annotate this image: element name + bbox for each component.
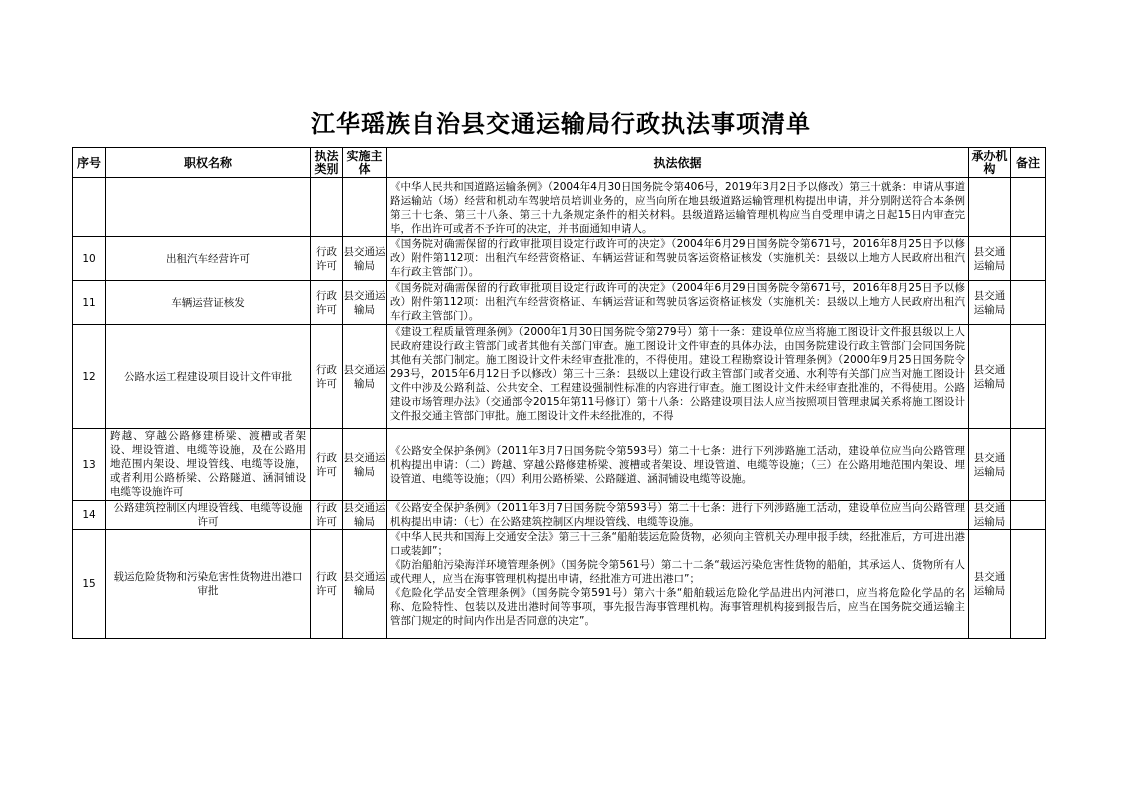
cell-basis: 《公路安全保护条例》（2011年3月7日国务院令第593号）第二十七条：进行下列涉路施工活动，建设单位应当向公路管理机构提出申请：（七）在公路建筑控制区内埋设管线、电缆等设施。 [387,501,969,530]
cell-name: 车辆运营证核发 [106,281,311,325]
cell-type: 行政许可 [311,530,343,639]
cell-note [1011,237,1046,281]
table-row [73,429,1046,501]
cell-type: 行政许可 [311,237,343,281]
cell-subject: 县交通运输局 [343,325,387,429]
cell-type [311,178,343,237]
cell-name: 公路水运工程建设项目设计文件审批 [106,325,311,429]
header-type: 执法类别 [311,148,343,178]
cell-note [1011,429,1046,501]
cell-subject: 县交通运输局 [343,502,386,528]
cell-basis [387,429,969,501]
cell-type: 行政许可 [311,501,343,530]
table-row [73,237,1046,281]
basis-text: 《公路安全保护条例》（2011年3月7日国务院令第593号）第二十七条：进行下列涉路施工活动，建设单位应当向公路管理机构提出申请：（二）跨越、穿越公路修建桥梁、渡槽或者架设、埋设管道、电缆等设施；（三）在公路用地范围内架设、埋设管道、电缆等设施；（四）利用公路桥梁、公路隧道、涵洞铺设电缆等设施。 [390,444,965,485]
cell-note [1011,530,1046,639]
cell-basis: 《国务院对确需保留的行政审批项目设定行政许可的决定》（2004年6月29日国务院令第671号，2016年8月25日予以修改）附件第112项：出租汽车经营资格证、车辆运营证和驾驶员客运资格证核发（实施机关：县级以上地方人民政府出租汽车行政主管部门）。 [387,281,969,325]
cell-name: 载运危险货物和污染危害性货物进出港口审批 [106,530,311,639]
cell-seq: 15 [73,530,106,639]
table-row [73,530,1046,639]
cell-subject [343,178,387,237]
cell-agency: 县交通运输局 [969,530,1011,639]
header-basis: 执法依据 [387,148,969,178]
cell-basis: 《国务院对确需保留的行政审批项目设定行政许可的决定》（2004年6月29日国务院令第671号，2016年8月25日予以修改）附件第112项：出租汽车经营资格证、车辆运营证和驾驶员客运资格证核发（实施机关：县级以上地方人民政府出租汽车行政主管部门）。 [387,237,969,281]
cell-subject: 县交通运输局 [343,281,387,325]
header-seq: 序号 [73,148,106,178]
cell-note [1011,178,1046,237]
table-row [73,325,1046,429]
cell-type: 行政许可 [311,281,343,325]
page-title: 江华瑶族自治县交通运输局行政执法事项清单 [311,109,811,138]
cell-name: 跨越、穿越公路修建桥梁、渡槽或者架设、埋设管道、电缆等设施，及在公路用地范围内架设、埋设管线、电缆等设施，或者利用公路桥梁、公路隧道、涵洞铺设电缆等设施许可 [106,429,311,501]
cell-type: 行政许可 [311,429,343,501]
header-agency: 承办机构 [969,148,1011,178]
table-row [73,178,1046,237]
cell-note [1011,281,1046,325]
enforcement-table [72,147,1046,639]
cell-basis: 《中华人民共和国海上交通安全法》第三十三条“船舶装运危险货物，必须向主管机关办理申报手续，经批准后，方可进出港口或装卸”； 《防治船舶污染海洋环境管理条例》（国务院令第561号）第二十二条“载运污染危害性货物的船舶，其承运人、货物所有人或代理人，应当在海事管理机构提出申请，经批准方可进出港口”； 《危险化学品安全管理条例》（国务院令第591号）第六十条“船舶载运危险化学品进出内河港口，应当将危险化学品的名称、危险特性、包装以及进出港时间等事项，事先报告海事管理机构。海事管理机构接到报告后，应当在国务院交通运输主管部门规定的时间内作出是否同意的决定”。 [387,530,969,639]
table-row [73,281,1046,325]
cell-note [1011,325,1046,429]
cell-subject: 县交通运输局 [343,237,387,281]
cell-subject: 县交通运输局 [343,530,387,639]
cell-type: 行政许可 [311,325,343,429]
cell-agency: 县交通运输局 [969,281,1011,325]
header-note: 备注 [1011,148,1046,178]
cell-basis: 《建设工程质量管理条例》（2000年1月30日国务院令第279号）第十一条：建设单位应当将施工图设计文件报县级以上人民政府建设行政主管部门或者其他有关部门审查。施工图设计文件审查的具体办法，由国务院建设行政主管部门会同国务院其他有关部门制定。施工图设计文件未经审查批准的，不得使用。建设工程勘察设计管理条例》（2000年9月25日国务院令293号，2015年6月12日予以修改）第三十三条：县级以上建设行政主管部门或者交通、水利等有关部门应当对施工图设计文件中涉及公路利益、公共安全、工程建设强制性标准的内容进行审查。施工图设计文件未经审查批准的，不得使用。公路建设市场管理办法》（交通部令2015年第11号修订）第十八条：公路建设项目法人应当按照项目管理隶属关系将施工图设计文件报交通主管部门审批。施工图设计文件未经批准的，不得 [387,325,969,429]
cell-seq: 12 [73,325,106,429]
cell-agency: 县交通运输局 [969,429,1011,501]
cell-seq: 10 [73,237,106,281]
cell-subject: 县交通运输局 [343,429,387,501]
cell-note [1011,501,1046,530]
cell-seq: 14 [73,501,106,530]
cell-basis: 《中华人民共和国道路运输条例》（2004年4月30日国务院令第406号，2019年3月2日予以修改）第三十就条：申请从事道路运输站（场）经营和机动车驾驶培员培训业务的，应当向所在地县级道路运输管理机构提出申请，并分别附送符合本条例第三十七条、第三十八条、第三十九条规定条件的相关材料。县级道路运输管理机构应当自受理申请之日起15日内审查完毕，作出许可或者不予许可的决定，并书面通知申请人。 [387,178,969,237]
cell-agency: 县交通运输局 [969,501,1011,530]
cell-agency [969,178,1011,237]
cell-name: 公路建筑控制区内埋设管线、电缆等设施许可 [106,501,311,530]
cell-name: 出租汽车经营许可 [106,237,311,281]
cell-seq: 13 [73,429,106,501]
cell-agency: 县交通运输局 [969,325,1011,429]
cell-agency: 县交通运输局 [969,237,1011,281]
table-row [73,501,1046,530]
cell-seq [73,178,106,237]
cell-seq: 11 [73,281,106,325]
header-subject: 实施主体 [343,148,387,178]
cell-name [106,178,311,237]
header-name: 职权名称 [106,148,311,178]
header-row [73,148,1046,178]
